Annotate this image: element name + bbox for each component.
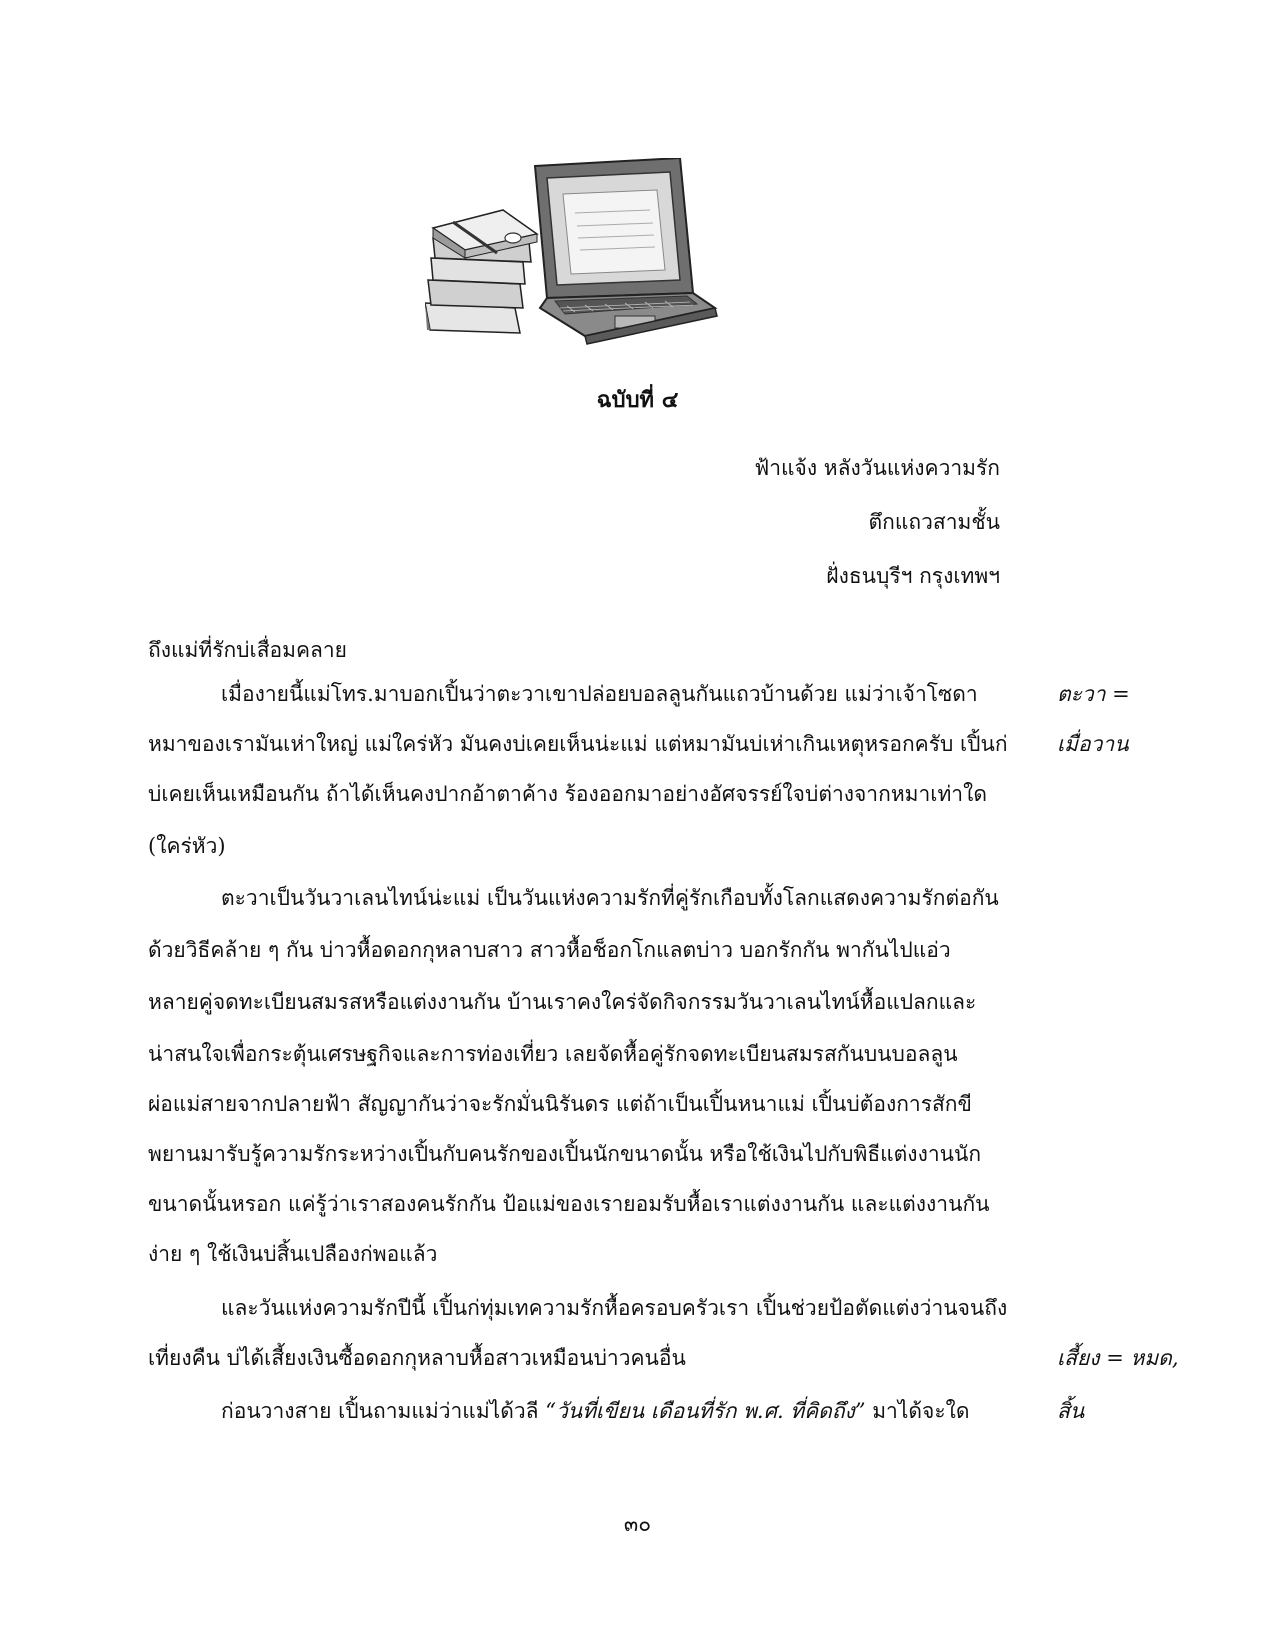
books-laptop-illustration bbox=[425, 158, 735, 348]
margin-note: ตะวา = bbox=[1057, 682, 1130, 706]
body-line: ด้วยวิธีคล้าย ๆ กัน บ่าวหื้อดอกกุหลาบสาว สาวหื้อช็อกโกแลตบ่าว บอกรักกัน พากันไปแอ่ว bbox=[148, 938, 951, 962]
body-line: ผ่อแม่สายจากปลายฟ้า สัญญากันว่าจะรักมั่นนิรันดร แต่ถ้าเป็นเปิ้นหนาแม่ เปิ้นบ่ต้องการสักขี bbox=[148, 1092, 972, 1116]
address-line: ฟ้าแจ้ง หลังวันแห่งความรัก bbox=[754, 456, 1000, 480]
body-line: น่าสนใจเพื่อกระตุ้นเศรษฐกิจและการท่องเที่ยว เลยจัดหื้อคู่รักจดทะเบียนสมรสกันบนบอลลูน bbox=[148, 1042, 958, 1066]
body-text: มาได้จะใด bbox=[865, 1399, 970, 1423]
body-line: และวันแห่งความรักปีนี้ เปิ้นก่ทุ่มเทความรักหื้อครอบครัวเรา เปิ้นช่วยป้อตัดแต่งว่านจนถึง bbox=[221, 1296, 1008, 1320]
sender-address bbox=[754, 452, 1000, 614]
address-line: ฝั่งธนบุรีฯ กรุงเทพฯ bbox=[826, 564, 1000, 588]
laptop-icon bbox=[535, 158, 717, 344]
address-line: ตึกแถวสามชั้น bbox=[868, 510, 1000, 534]
body-line bbox=[221, 1395, 970, 1427]
body-line: บ่เคยเห็นเหมือนกัน ถ้าได้เห็นคงปากอ้าตาค้าง ร้องออกมาอย่างอัศจรรย์ใจบ่ต่างจากหมาเท่าใด bbox=[148, 782, 987, 806]
margin-note: เสี้ยง = หมด, bbox=[1057, 1346, 1179, 1370]
body-line: ง่าย ๆ ใช้เงินบ่สิ้นเปลืองก่พอแล้ว bbox=[148, 1242, 438, 1266]
body-line: เมื่องายนี้แม่โทร.มาบอกเปิ้นว่าตะวาเขาปล่อยบอลลูนกันแถวบ้านด้วย แม่ว่าเจ้าโซดา bbox=[221, 682, 978, 706]
quoted-phrase: “วันที่เขียน เดือนที่รัก พ.ศ. ที่คิดถึง” bbox=[545, 1399, 866, 1423]
margin-note: สิ้น bbox=[1057, 1399, 1085, 1423]
body-line: พยานมารับรู้ความรักระหว่างเปิ้นกับคนรักของเปิ้นนักขนาดนั้น หรือใช้เงินไปกับพิธีแต่งงานนัก bbox=[148, 1142, 982, 1166]
body-line: ขนาดนั้นหรอก แค่รู้ว่าเราสองคนรักกัน ป้อแม่ของเรายอมรับหื้อเราแต่งงานกัน และแต่งงานกัน bbox=[148, 1192, 990, 1216]
body-line: ตะวาเป็นวันวาเลนไทน์น่ะแม่ เป็นวันแห่งความรักที่คู่รักเกือบทั้งโลกแสดงความรักต่อกัน bbox=[221, 886, 999, 910]
page-number: ๓๐ bbox=[623, 1512, 652, 1536]
books-icon bbox=[425, 210, 537, 333]
body-line: หมาของเรามันเห่าใหญ่ แม่ใคร่หัว มันคงบ่เคยเห็นน่ะแม่ แต่หมามันบ่เห่าเกินเหตุหรอกครับ เปิ้นก่ bbox=[148, 732, 1008, 756]
body-line: (ใคร่หัว) bbox=[148, 834, 226, 858]
letter-salutation: ถึงแม่ที่รักบ่เสื่อมคลาย bbox=[148, 638, 347, 662]
body-text: ก่อนวางสาย เปิ้นถามแม่ว่าแม่ได้วลี bbox=[221, 1399, 546, 1423]
margin-note: เมื่อวาน bbox=[1057, 732, 1129, 756]
body-line: เที่ยงคืน บ่ได้เสี้ยงเงินซื้อดอกกุหลาบหื้อสาวเหมือนบ่าวคนอื่น bbox=[148, 1346, 686, 1370]
chapter-title: ฉบับที่ ๔ bbox=[596, 387, 679, 413]
body-line: หลายคู่จดทะเบียนสมรสหรือแต่งงานกัน บ้านเราคงใคร่จัดกิจกรรมวันวาเลนไทน์หื้อแปลกและ bbox=[148, 990, 977, 1014]
